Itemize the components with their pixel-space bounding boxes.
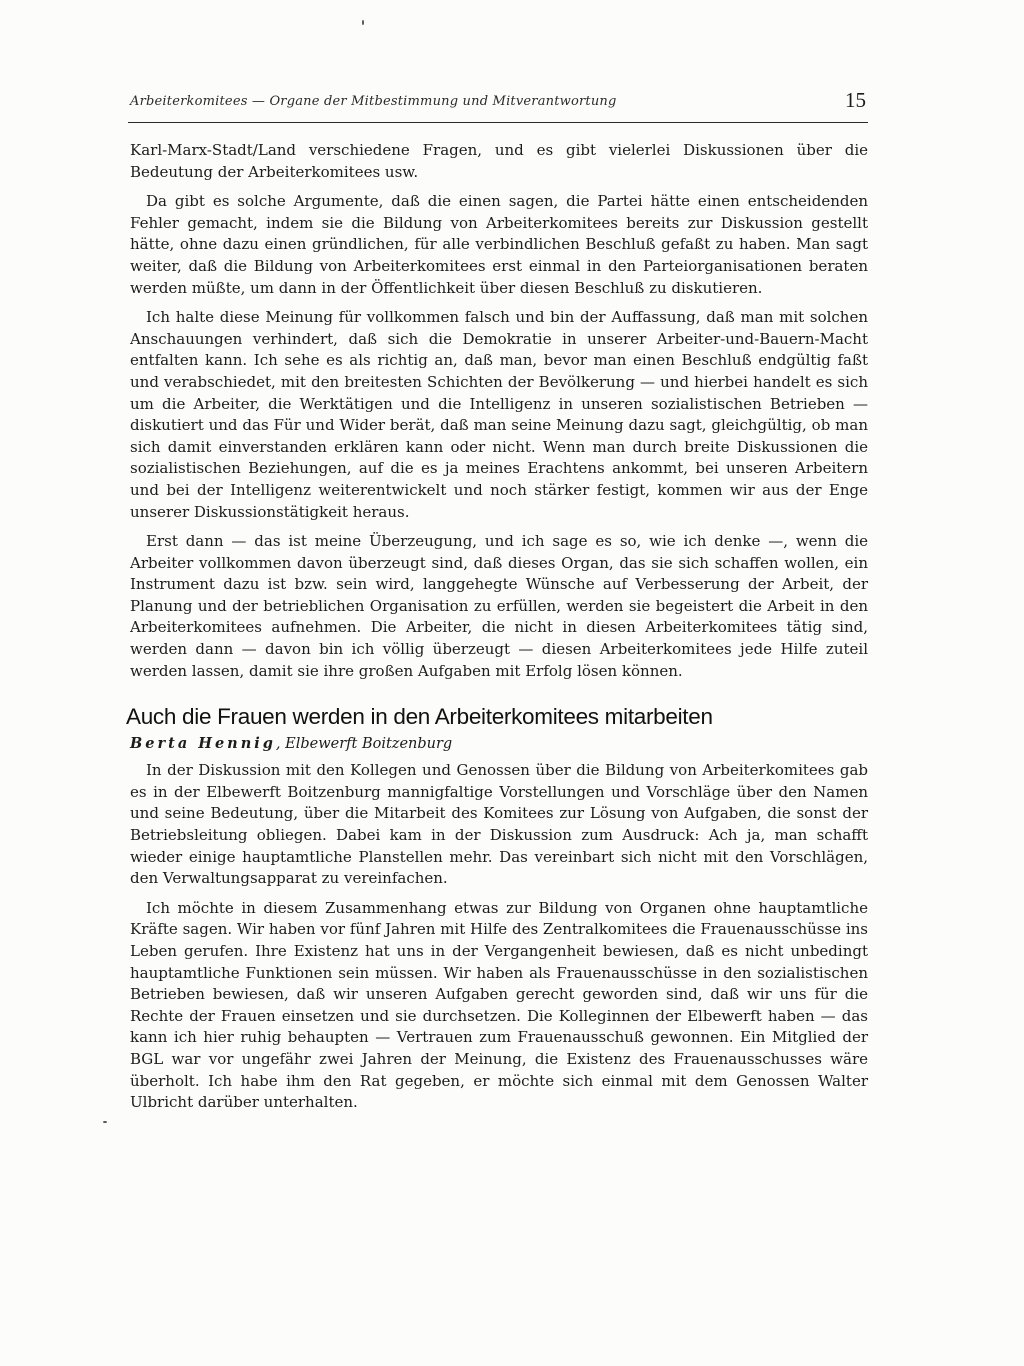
paragraph: In der Diskussion mit den Kollegen und Genossen über die Bildung von Arbeiterkomitees gab es in der Elbewerft Boitzenburg mannigfaltige Vorstellungen und Vorschläge über den Namen und seine Bedeutung, über die Mitarbeit des Komitees zur Lösung von Aufgaben, die sonst der Betriebsleitung obliegen. Dabei kam in der Diskussion zum Ausdruck: Ach ja, man schafft wieder einige hauptamtliche Planstellen mehr. Das vereinbart sich nicht mit den Vorschlägen, den Verwaltungsapparat zu vereinfachen.	[130, 761, 868, 888]
paragraph: Erst dann — das ist meine Überzeugung, und ich sage es so, wie ich denke —, wenn die Arbeiter vollkommen davon überzeugt sind, daß dieses Organ, das sie sich schaffen wollen, ein Instrument dazu ist bzw. sein wird, langgehegte Wünsche auf Verbesserung der Arbeit, der Planung und der betrieblichen Organisation zu erfüllen, werden sie begeistert die Arbeit in den Arbeiterkomitees aufnehmen. Die Arbeiter, die nicht in diesen Arbeiterkomitees tätig sind, werden dann — davon bin ich völlig überzeugt — diesen Arbeiterkomitees jede Hilfe zuteil werden lassen, damit sie ihre großen Aufgaben mit Erfolg lösen können.	[130, 532, 868, 680]
paragraph: Ich möchte in diesem Zusammenhang etwas zur Bildung von Organen ohne hauptamtliche Kräfte sagen. Wir haben vor fünf Jahren mit Hilfe des Zentralkomitees die Frauenausschüsse ins Leben gerufen. Ihre Existenz hat uns in der Vergangenheit bewiesen, daß es nicht unbedingt hauptamtliche Funktionen sein müssen. Wir haben als Frauenausschüsse in den sozialistischen Betrieben bewiesen, daß wir unseren Aufgaben gerecht geworden sind, daß wir uns für die Rechte der Frauen einsetzen und sie durchsetzen. Die Kolleginnen der Elbewerft haben — das kann ich hier ruhig behaupten — Vertrauen zum Frauenausschuß gewonnen. Ein Mitglied der BGL war vor ungefähr zwei Jahren der Meinung, die Existenz des Frauenausschusses wäre überholt. Ich habe ihm den Rat gegeben, er möchte sich einmal mit dem Genossen Walter Ulbricht darüber unterhalten.	[130, 898, 868, 1112]
section-heading: Auch die Frauen werden in den Arbeiterkomitees mitarbeiten	[126, 704, 713, 730]
byline	[130, 734, 868, 754]
author-affiliation: , Elbewerft Boitzenburg	[275, 736, 453, 753]
paragraph: Ich halte diese Meinung für vollkommen falsch und bin der Auffassung, daß man mit solchen Anschauungen verhindert, daß sich die Demokratie in unserer Arbeiter-und-Bauern-Macht entfalten kann. Ich sehe es als richtig an, daß man, bevor man einen Beschluß endgültig faßt und verabschiedet, mit den breitesten Schichten der Bevölkerung — und hierbei handelt es sich um die Arbeiter, die Werktätigen und die Intelligenz in unseren sozialistischen Betrieben — diskutiert und das Für und Wider berät, daß man seine Meinung dazu sagt, gleichgültig, ob man sich damit einverstanden erklären kann oder nicht. Wenn man durch breite Diskussionen die sozialistischen Beziehungen, auf die es ja meines Erachtens ankommt, bei unseren Arbeitern und bei der Intelligenz weiterentwickelt und noch stärker festigt, kommen wir aus der Enge unserer Diskussionstätigkeit heraus.	[130, 308, 868, 521]
author-name: Berta Hennig	[130, 735, 276, 753]
paragraph-continued: Karl-Marx-Stadt/Land verschiedene Fragen, und es gibt vielerlei Diskussionen über die Bedeutung der Arbeiterkomitees usw.	[130, 141, 868, 181]
print-speck	[103, 1121, 107, 1123]
running-header	[128, 88, 868, 123]
body-text	[126, 140, 868, 1114]
paragraph: Da gibt es solche Argumente, daß die einen sagen, die Partei hätte einen entscheidenden Fehler gemacht, indem sie die Bildung von Arbeiterkomitees bereits zur Diskussion gestellt hätte, ohne dazu einen gründlichen, für alle verbindlichen Beschluß gefaßt zu haben. Man sagt weiter, daß die Bildung von Arbeiterkomitees erst einmal in den Parteiorganisationen beraten werden müßte, um dann in der Öffentlichkeit über diesen Beschluß zu diskutieren.	[130, 192, 868, 297]
print-speck	[362, 20, 364, 25]
page-number: 15	[845, 88, 866, 112]
running-title: Arbeiterkomitees — Organe der Mitbestimmung und Mitverantwortung	[130, 94, 617, 109]
